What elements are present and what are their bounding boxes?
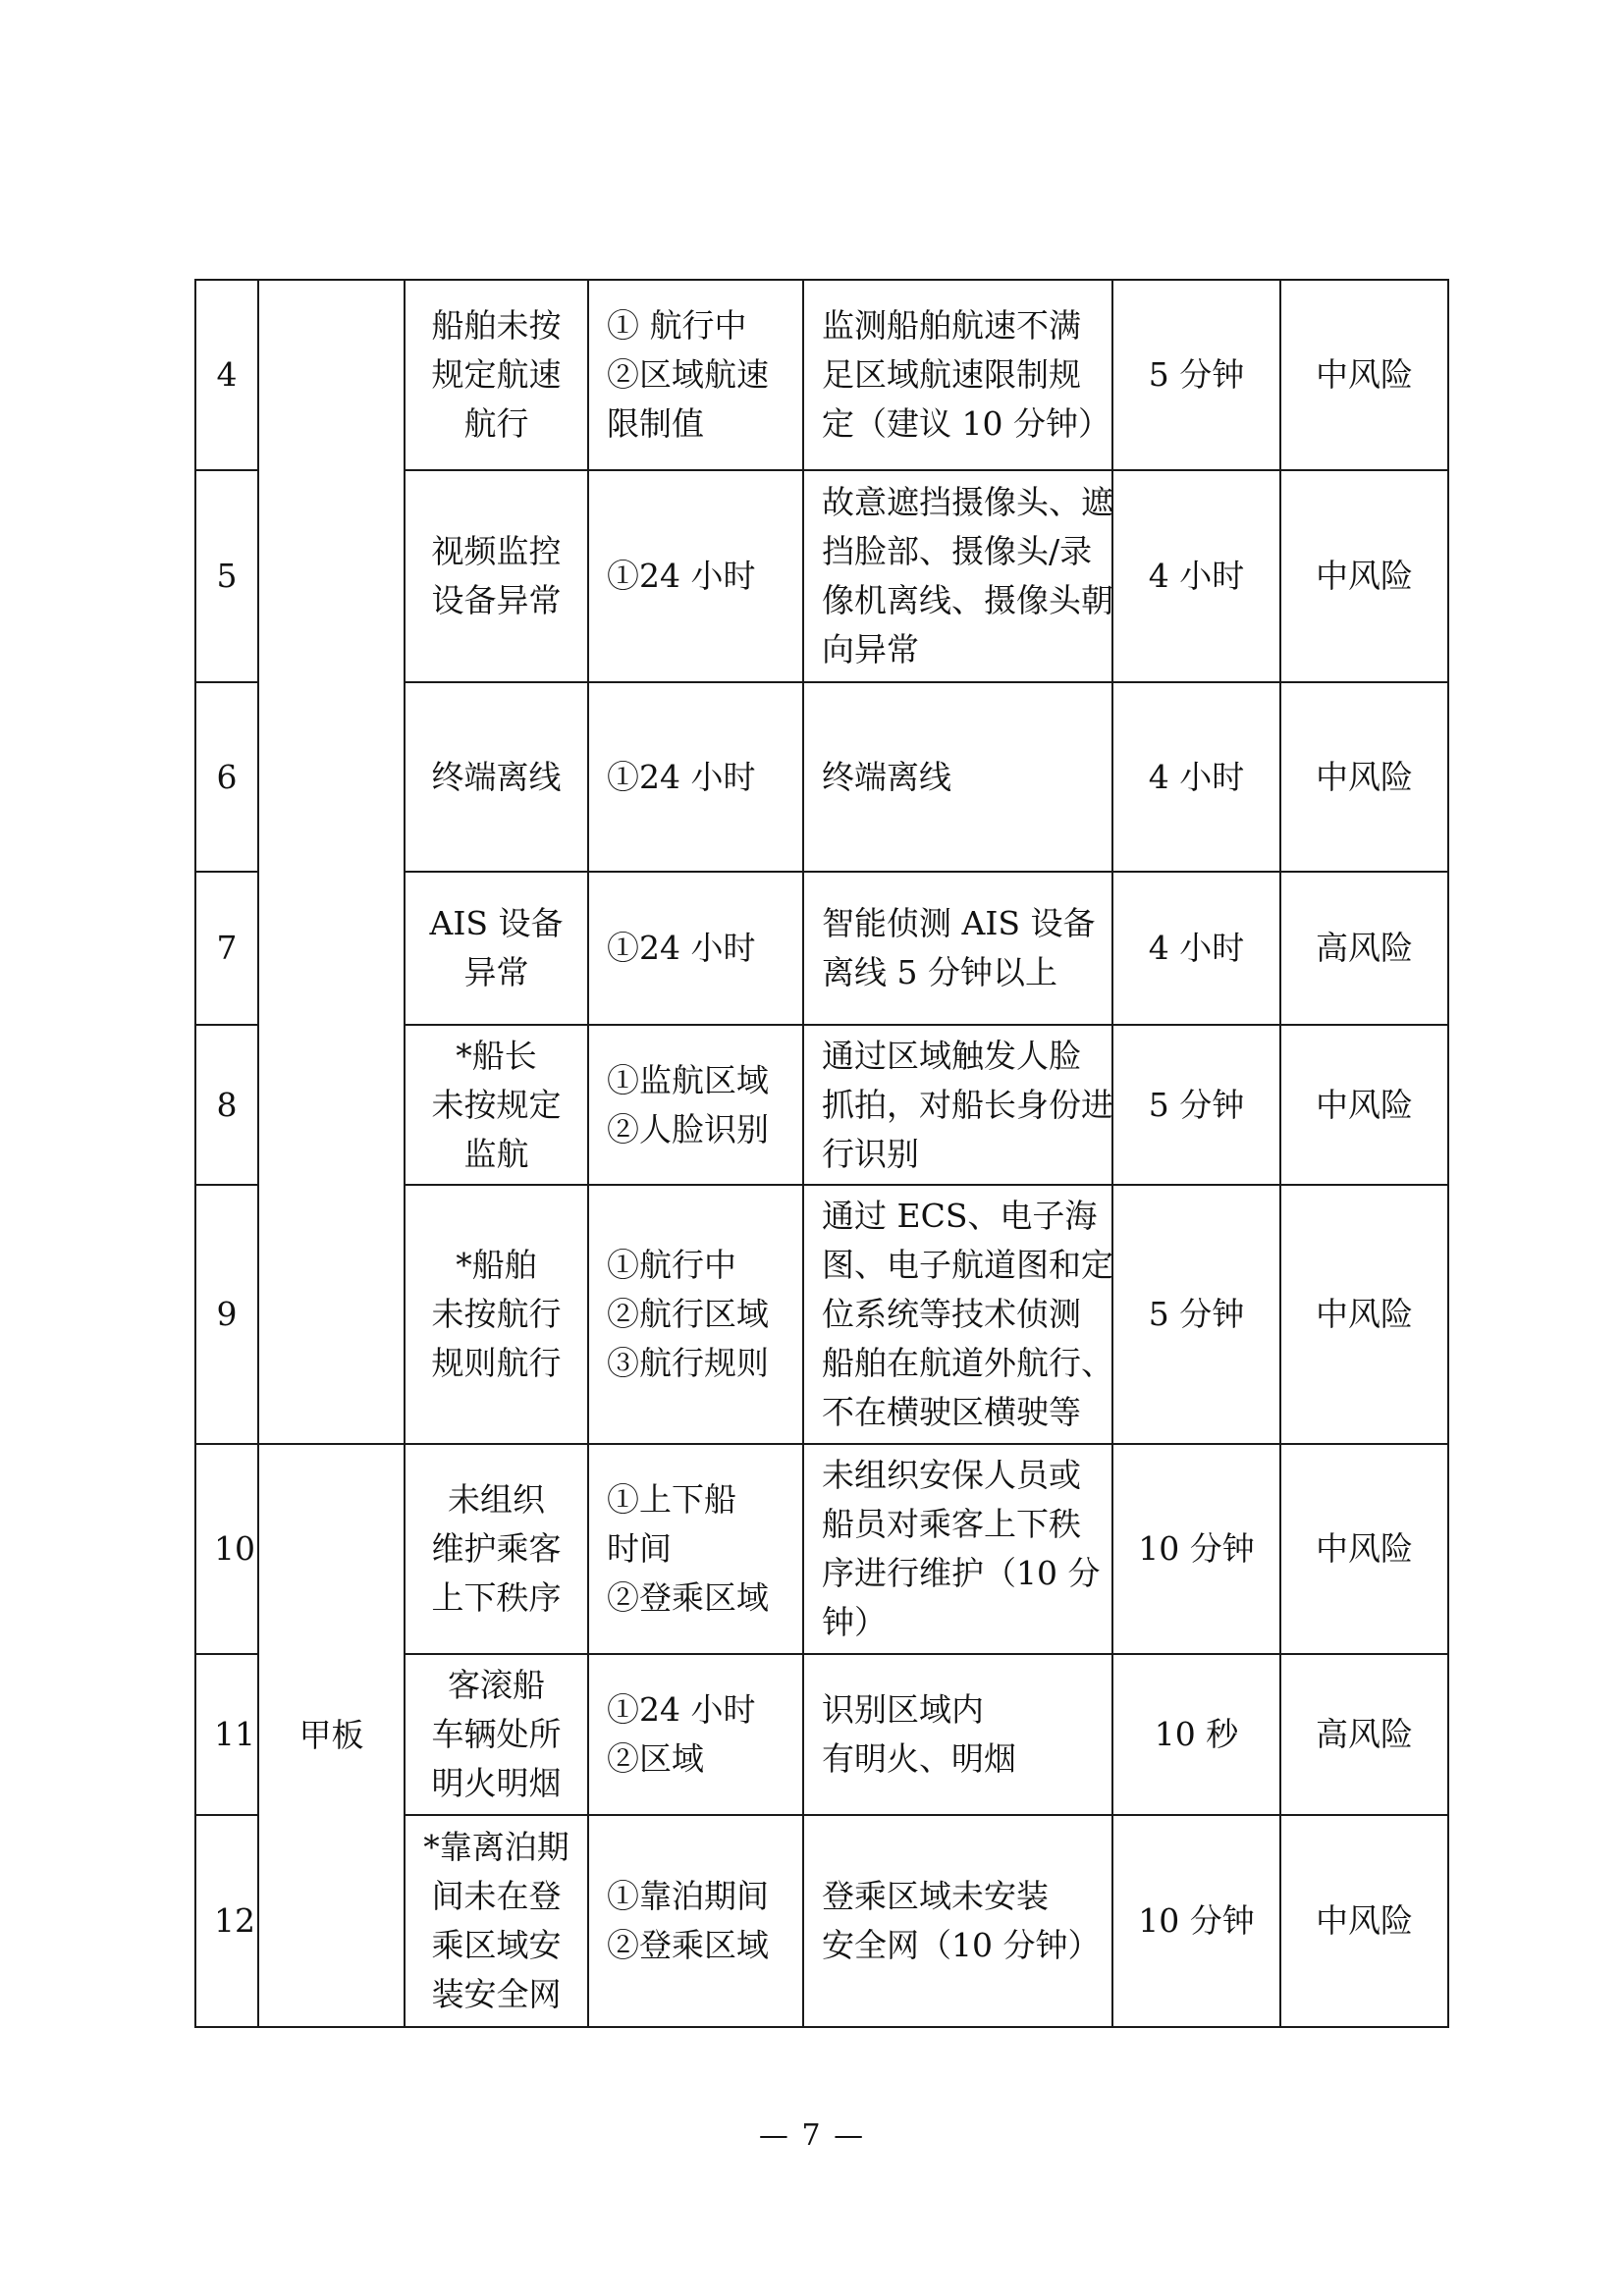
row-number: 12 — [195, 1815, 258, 2027]
cell-line: ①航行中 — [607, 1246, 736, 1284]
cell-line: 终端离线 — [431, 757, 562, 796]
cell-line: 航行 — [463, 404, 529, 443]
cell-line: ①24 小时 — [607, 557, 756, 595]
cell-line: ①24 小时 — [607, 929, 756, 967]
row-number: 11 — [195, 1654, 258, 1815]
risk-level-cell: 中风险 — [1280, 470, 1448, 682]
description-cell — [803, 1025, 1112, 1185]
conditions-cell — [588, 682, 803, 872]
location-label: 甲板 — [298, 1716, 364, 1754]
row-number: 7 — [195, 872, 258, 1025]
time-threshold-cell: 10 分钟 — [1112, 1444, 1280, 1654]
cell-line: 明火明烟 — [431, 1764, 562, 1802]
table-row — [195, 280, 1448, 470]
cell-line: 上下秩序 — [431, 1578, 562, 1617]
cell-line: 智能侦测 AIS 设备 — [822, 904, 1096, 942]
cell-line: 装安全网 — [431, 1975, 562, 2013]
conditions-cell — [588, 1815, 803, 2027]
cell-line: ②人脸识别 — [607, 1109, 769, 1148]
conditions-cell — [588, 1185, 803, 1444]
cell-line: 有明火、明烟 — [822, 1739, 1016, 1778]
cell-line: 船员对乘客上下秩 — [822, 1505, 1081, 1543]
risk-level-cell: 高风险 — [1280, 1654, 1448, 1815]
cell-line: 视频监控 — [431, 532, 562, 570]
item-name-cell — [405, 682, 588, 872]
risk-level-cell: 中风险 — [1280, 280, 1448, 470]
cell-line: ②区域航速 — [607, 355, 769, 394]
risk-level-cell: 中风险 — [1280, 1185, 1448, 1444]
risk-table — [194, 279, 1449, 2028]
cell-line: ③航行规则 — [607, 1344, 769, 1382]
cell-line: 终端离线 — [822, 757, 951, 796]
item-name-cell — [405, 872, 588, 1025]
cell-line: 通过 ECS、电子海 — [822, 1197, 1098, 1235]
cell-line: 监测船舶航速不满 — [822, 306, 1081, 345]
location-cell — [258, 280, 405, 1444]
item-name-cell — [405, 1444, 588, 1654]
time-threshold-cell: 5 分钟 — [1112, 280, 1280, 470]
cell-line: 挡脸部、摄像头/录 — [822, 532, 1093, 570]
cell-line: ②航行区域 — [607, 1295, 769, 1333]
cell-line: 规则航行 — [431, 1344, 562, 1382]
row-number: 5 — [195, 470, 258, 682]
cell-line: ②登乘区域 — [607, 1926, 769, 1964]
item-name-cell — [405, 1654, 588, 1815]
cell-line: 足区域航速限制规 — [822, 355, 1081, 394]
cell-line: 间未在登 — [431, 1877, 562, 1915]
cell-line: 监航 — [463, 1134, 529, 1173]
cell-line: 故意遮挡摄像头、遮 — [822, 483, 1113, 521]
cell-line: 未组织安保人员或 — [822, 1456, 1081, 1494]
cell-line: 乘区域安 — [431, 1926, 562, 1964]
time-threshold-cell: 4 小时 — [1112, 872, 1280, 1025]
cell-line: 识别区域内 — [822, 1690, 984, 1729]
time-threshold-cell: 10 秒 — [1112, 1654, 1280, 1815]
risk-level-cell: 中风险 — [1280, 1815, 1448, 2027]
time-threshold-cell: 5 分钟 — [1112, 1025, 1280, 1185]
time-threshold-cell: 4 小时 — [1112, 470, 1280, 682]
cell-line: 异常 — [463, 953, 529, 991]
item-name-cell — [405, 470, 588, 682]
row-number: 8 — [195, 1025, 258, 1185]
description-cell — [803, 682, 1112, 872]
conditions-cell — [588, 280, 803, 470]
time-threshold-cell: 10 分钟 — [1112, 1815, 1280, 2027]
cell-line: 序进行维护（10 分 — [822, 1554, 1101, 1592]
cell-line: 船舶未按 — [431, 306, 562, 345]
cell-line: 设备异常 — [431, 581, 562, 619]
description-cell — [803, 1654, 1112, 1815]
page-number: — 7 — — [758, 2118, 866, 2153]
description-cell — [803, 1444, 1112, 1654]
location-cell — [258, 1444, 405, 2027]
item-name-cell — [405, 1185, 588, 1444]
cell-line: ①24 小时 — [607, 757, 756, 796]
cell-line: 未按规定 — [431, 1085, 562, 1124]
cell-line: 车辆处所 — [431, 1715, 562, 1753]
row-number: 4 — [195, 280, 258, 470]
cell-line: 规定航速 — [431, 355, 562, 394]
cell-line: *靠离泊期 — [423, 1828, 569, 1866]
cell-line: 不在横驶区横驶等 — [822, 1393, 1081, 1431]
cell-line: 钟） — [822, 1603, 887, 1641]
item-name-cell — [405, 1025, 588, 1185]
row-number: 9 — [195, 1185, 258, 1444]
cell-line: ①上下船 — [607, 1480, 736, 1519]
risk-level-cell: 中风险 — [1280, 682, 1448, 872]
cell-line: *船长 — [456, 1036, 537, 1075]
cell-line: ②登乘区域 — [607, 1578, 769, 1617]
cell-line: 安全网（10 分钟） — [822, 1926, 1101, 1964]
cell-line: 行识别 — [822, 1134, 919, 1173]
row-number: 6 — [195, 682, 258, 872]
cell-line: 离线 5 分钟以上 — [822, 953, 1057, 991]
cell-line: 维护乘客 — [431, 1529, 562, 1568]
item-name-cell — [405, 1815, 588, 2027]
item-name-cell — [405, 280, 588, 470]
conditions-cell — [588, 1025, 803, 1185]
risk-level-cell: 中风险 — [1280, 1025, 1448, 1185]
cell-line: *船舶 — [456, 1246, 537, 1284]
cell-line: 限制值 — [607, 404, 704, 443]
description-cell — [803, 1815, 1112, 2027]
cell-line: ②区域 — [607, 1739, 704, 1778]
conditions-cell — [588, 470, 803, 682]
description-cell — [803, 872, 1112, 1025]
cell-line: 抓拍，对船长身份进 — [822, 1085, 1113, 1124]
conditions-cell — [588, 872, 803, 1025]
conditions-cell — [588, 1444, 803, 1654]
description-cell — [803, 280, 1112, 470]
cell-line: ①靠泊期间 — [607, 1877, 769, 1915]
cell-line: 图、电子航道图和定 — [822, 1246, 1113, 1284]
cell-line: ① 航行中 — [607, 306, 747, 345]
cell-line: 向异常 — [822, 630, 919, 668]
cell-line: 位系统等技术侦测 — [822, 1295, 1081, 1333]
table-body — [195, 280, 1448, 2027]
cell-line: 船舶在航道外航行、 — [822, 1344, 1113, 1382]
conditions-cell — [588, 1654, 803, 1815]
cell-line: 客滚船 — [448, 1666, 545, 1704]
row-number: 10 — [195, 1444, 258, 1654]
time-threshold-cell: 5 分钟 — [1112, 1185, 1280, 1444]
time-threshold-cell: 4 小时 — [1112, 682, 1280, 872]
cell-line: 未组织 — [448, 1480, 545, 1519]
cell-line: 像机离线、摄像头朝 — [822, 581, 1113, 619]
cell-line: 时间 — [607, 1529, 672, 1568]
cell-line: AIS 设备 — [429, 904, 564, 942]
cell-line: 定（建议 10 分钟） — [822, 404, 1110, 443]
description-cell — [803, 470, 1112, 682]
table-row — [195, 1444, 1448, 1654]
cell-line: ①24 小时 — [607, 1690, 756, 1729]
cell-line: 通过区域触发人脸 — [822, 1036, 1081, 1075]
description-cell — [803, 1185, 1112, 1444]
cell-line: 登乘区域未安装 — [822, 1877, 1049, 1915]
risk-level-cell: 中风险 — [1280, 1444, 1448, 1654]
cell-line: 未按航行 — [431, 1295, 562, 1333]
cell-line: ①监航区域 — [607, 1060, 769, 1099]
risk-level-cell: 高风险 — [1280, 872, 1448, 1025]
